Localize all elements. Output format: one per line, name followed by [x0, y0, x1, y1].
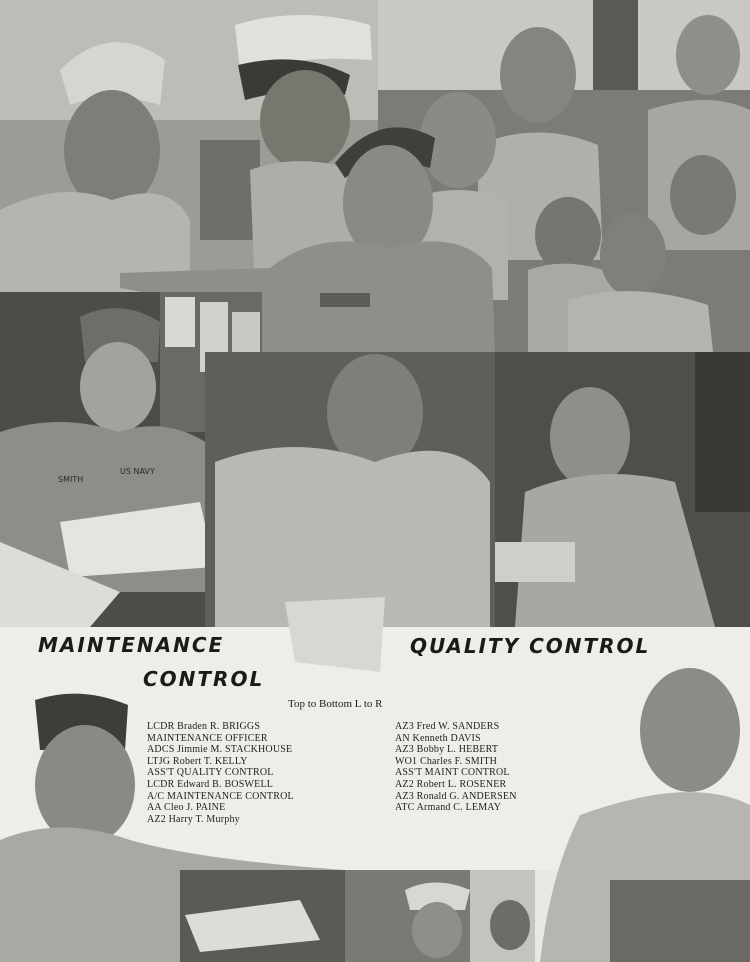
- roster-entry: ATC Armand C. LEMAY: [395, 802, 502, 814]
- navy-name-tag: US NAVY: [120, 467, 155, 476]
- caption-title: Top to Bottom L to R: [288, 698, 383, 710]
- roster-right: [395, 721, 517, 814]
- photo-man-writing: [205, 352, 495, 672]
- roster-entry: LTJG Robert T. KELLY: [147, 755, 248, 767]
- heading-control: CONTROL: [143, 667, 265, 691]
- roster-entry: LCDR Braden R. BRIGGS: [147, 721, 261, 732]
- roster-entry: AA Cleo J. PAINE: [147, 802, 226, 814]
- heading-quality-control: QUALITY CONTROL: [410, 634, 651, 658]
- roster-entry: AZ2 Robert L. ROSENER: [395, 778, 507, 790]
- photo-man-desk-glasses: [495, 352, 750, 627]
- smith-name-tag: SMITH: [58, 475, 84, 484]
- roster-entry: WO1 Charles F. SMITH: [395, 755, 498, 767]
- roster-left: [147, 721, 294, 825]
- roster-entry: LCDR Edward B. BOSWELL: [147, 778, 274, 790]
- roster-entry: ADCS Jimmie M. STACKHOUSE: [147, 744, 293, 756]
- roster-entry: MAINTENANCE OFFICER: [147, 732, 268, 744]
- roster-entry: ASS'T QUALITY CONTROL: [147, 767, 274, 779]
- roster-entry: AZ3 Fred W. SANDERS: [395, 721, 500, 732]
- roster-entry: AN Kenneth DAVIS: [395, 732, 481, 744]
- roster-entry: A/C MAINTENANCE CONTROL: [147, 790, 294, 802]
- roster-entry: AZ3 Ronald G. ANDERSEN: [395, 790, 517, 802]
- roster-entry: AZ2 Harry T. Murphy: [147, 813, 240, 825]
- photo-bottom-right: [540, 655, 750, 962]
- heading-maintenance: MAINTENANCE: [38, 633, 225, 657]
- roster-entry: AZ3 Bobby L. HEBERT: [395, 744, 499, 756]
- roster-entry: ASS'T MAINT CONTROL: [395, 767, 510, 779]
- photo-bottom-center: [345, 870, 535, 962]
